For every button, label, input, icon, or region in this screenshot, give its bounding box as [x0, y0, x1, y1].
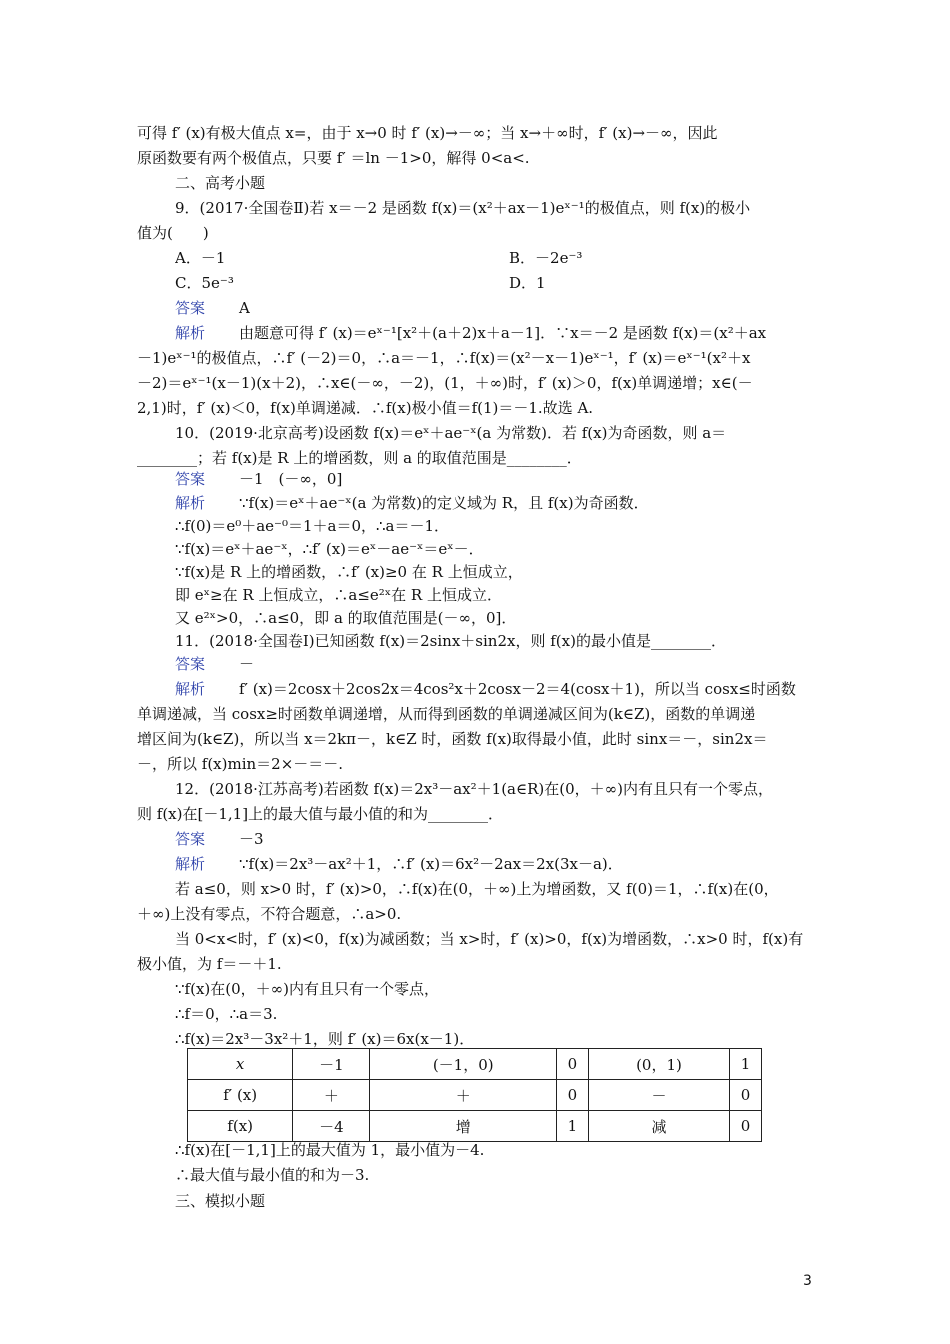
question-10: 10．(2019·北京高考)设函数 f(x)＝eˣ＋ae⁻ˣ(a 为常数)．若 f(x)为奇函数，则 a＝	[175, 424, 727, 442]
answer-label: 答案	[175, 655, 206, 673]
answer-label: 答案	[175, 470, 206, 488]
text-line: ∵f(x)是 R 上的增函数，∴f′ (x)≥0 在 R 上恒成立，	[175, 563, 523, 581]
answer-label: 答案	[175, 299, 206, 317]
text-line: ∴f(x)在[－1,1]上的最大值为 1，最小值为－4.	[175, 1141, 485, 1159]
text-line: －，所以 f(x)min＝2×－＝－.	[137, 755, 344, 773]
analysis-label: 解析	[175, 494, 206, 512]
text-line: 单调递减，当 cosx≥时函数单调递增，从而得到函数的单调递减区间为(k∈Z)，函数的单调递	[137, 705, 756, 723]
text-line: －1)eˣ⁻¹的极值点，∴f′ (－2)＝0，∴a＝－1，∴f(x)＝(x²－x－1)eˣ⁻¹，f′ (x)＝eˣ⁻¹(x²＋x	[137, 349, 751, 367]
text-line: 可得 f′ (x)有极大值点 x=，由于 x→0 时 f′ (x)→－∞；当 x→＋∞时，f′ (x)→－∞，因此	[137, 124, 718, 142]
table-cell: ＋	[370, 1080, 557, 1111]
question-9: 9．(2017·全国卷Ⅱ)若 x＝－2 是函数 f(x)＝(x²＋ax－1)eˣ⁻¹的极值点，则 f(x)的极小	[175, 199, 751, 217]
analysis-row	[175, 680, 855, 698]
answer-row	[175, 470, 855, 488]
question-12: 12．(2018·江苏高考)若函数 f(x)＝2x³－ax²＋1(a∈R)在(0，＋∞)内有且只有一个零点，	[175, 780, 773, 798]
analysis-row	[175, 855, 855, 873]
section-heading: 三、模拟小题	[175, 1192, 266, 1210]
table-cell: f(x)	[188, 1111, 293, 1142]
text-line: ∴f(x)＝2x³－3x²＋1，则 f′ (x)＝6x(x－1)．	[175, 1030, 475, 1048]
table-cell: －	[588, 1080, 729, 1111]
answer-row	[175, 830, 855, 848]
table-cell: 0	[557, 1049, 589, 1080]
text-line: ∴f(0)＝e⁰＋ae⁻⁰＝1＋a＝0，∴a＝－1．	[175, 517, 450, 535]
analysis-text: f′ (x)＝2cosx＋2cos2x＝4cos²x＋2cosx－2＝4(cosx＋1)，所以当 cosx≤时函数	[239, 680, 796, 698]
table-cell: 0	[557, 1080, 589, 1111]
analysis-label: 解析	[175, 680, 206, 698]
analysis-row	[175, 324, 855, 342]
text-line: 当 0<x<时，f′ (x)<0，f(x)为减函数；当 x>时，f′ (x)>0，f(x)为增函数，∴x>0 时，f(x)有	[175, 930, 804, 948]
text-line: 原函数要有两个极值点，只要 f′ ＝ln －1>0，解得 0<a<.	[137, 149, 530, 167]
text-line: ∴最大值与最小值的和为－3.	[175, 1166, 370, 1184]
section-heading: 二、高考小题	[175, 174, 266, 192]
table-cell: x	[188, 1049, 293, 1080]
answer-value: －1 (－∞，0]	[239, 470, 343, 488]
text-line: ________；若 f(x)是 R 上的增函数，则 a 的取值范围是________．	[137, 449, 582, 467]
answer-label: 答案	[175, 830, 206, 848]
answer-value: －	[239, 655, 255, 673]
monotonicity-table	[187, 1048, 762, 1142]
answer-value: A	[239, 299, 250, 317]
text-line: 值为( )	[137, 224, 209, 242]
table-cell: 增	[370, 1111, 557, 1142]
text-line: ∵f(x)在(0，＋∞)内有且只有一个零点，	[175, 980, 440, 998]
text-line: ∵f(x)＝eˣ＋ae⁻ˣ，∴f′ (x)＝eˣ－ae⁻ˣ＝eˣ－．	[175, 540, 484, 558]
text-line: ∴f＝0，∴a＝3.	[175, 1005, 278, 1023]
option-d: D．1	[509, 274, 546, 292]
text-line: 则 f(x)在[－1,1]上的最大值与最小值的和为________．	[137, 805, 504, 823]
text-line: －2)＝eˣ⁻¹(x－1)(x＋2)，∴x∈(－∞，－2)，(1，＋∞)时，f′ (x)＞0，f(x)单调递增；x∈(－	[137, 374, 753, 392]
table-row	[188, 1111, 762, 1142]
table-row	[188, 1080, 762, 1111]
table-cell: －4	[293, 1111, 370, 1142]
table-row	[188, 1049, 762, 1080]
table-cell: ＋	[293, 1080, 370, 1111]
text-line: 若 a≤0，则 x>0 时，f′ (x)>0，∴f(x)在(0，＋∞)上为增函数，又 f(0)＝1，∴f(x)在(0，	[175, 880, 779, 898]
text-line: 2,1)时，f′ (x)＜0，f(x)单调递减．∴f(x)极小值＝f(1)＝－1.故选 A.	[137, 399, 594, 417]
table-cell: 减	[588, 1111, 729, 1142]
text-line: 极小值，为 f＝－＋1.	[137, 955, 282, 973]
table-cell: 0	[730, 1111, 762, 1142]
analysis-label: 解析	[175, 324, 206, 342]
table-cell: (0，1)	[588, 1049, 729, 1080]
answer-row	[175, 299, 855, 317]
option-a: A．－1	[175, 249, 226, 267]
table-cell: 0	[730, 1080, 762, 1111]
text-line: ＋∞)上没有零点，不符合题意，∴a>0.	[137, 905, 402, 923]
table-cell: 1	[557, 1111, 589, 1142]
analysis-text: ∵f(x)＝2x³－ax²＋1，∴f′ (x)＝6x²－2ax＝2x(3x－a)．	[239, 855, 623, 873]
analysis-label: 解析	[175, 855, 206, 873]
table-cell: 1	[730, 1049, 762, 1080]
option-b: B．－2e⁻³	[509, 249, 583, 267]
text-line: 即 eˣ≥在 R 上恒成立，∴a≤e²ˣ在 R 上恒成立．	[175, 586, 502, 604]
analysis-text: ∵f(x)＝eˣ＋ae⁻ˣ(a 为常数)的定义域为 R，且 f(x)为奇函数．	[239, 494, 649, 512]
text-line: 增区间为(k∈Z)，所以当 x＝2kπ－，k∈Z 时，函数 f(x)取得最小值，此时 sinx＝－，sin2x＝	[137, 730, 768, 748]
page-number: 3	[803, 1273, 812, 1289]
answer-value: －3	[239, 830, 264, 848]
option-c: C．5e⁻³	[175, 274, 234, 292]
answer-row	[175, 655, 855, 673]
analysis-text: 由题意可得 f′ (x)＝eˣ⁻¹[x²＋(a＋2)x＋a－1]．∵x＝－2 是函数 f(x)＝(x²＋ax	[239, 324, 767, 342]
table-cell: f′ (x)	[188, 1080, 293, 1111]
question-11: 11．(2018·全国卷Ⅰ)已知函数 f(x)＝2sinx＋sin2x，则 f(x)的最小值是________．	[175, 632, 726, 650]
table-cell: (－1，0)	[370, 1049, 557, 1080]
text-line: 又 e²ˣ>0，∴a≤0，即 a 的取值范围是(－∞，0]．	[175, 609, 517, 627]
analysis-row	[175, 494, 855, 512]
table-cell: －1	[293, 1049, 370, 1080]
